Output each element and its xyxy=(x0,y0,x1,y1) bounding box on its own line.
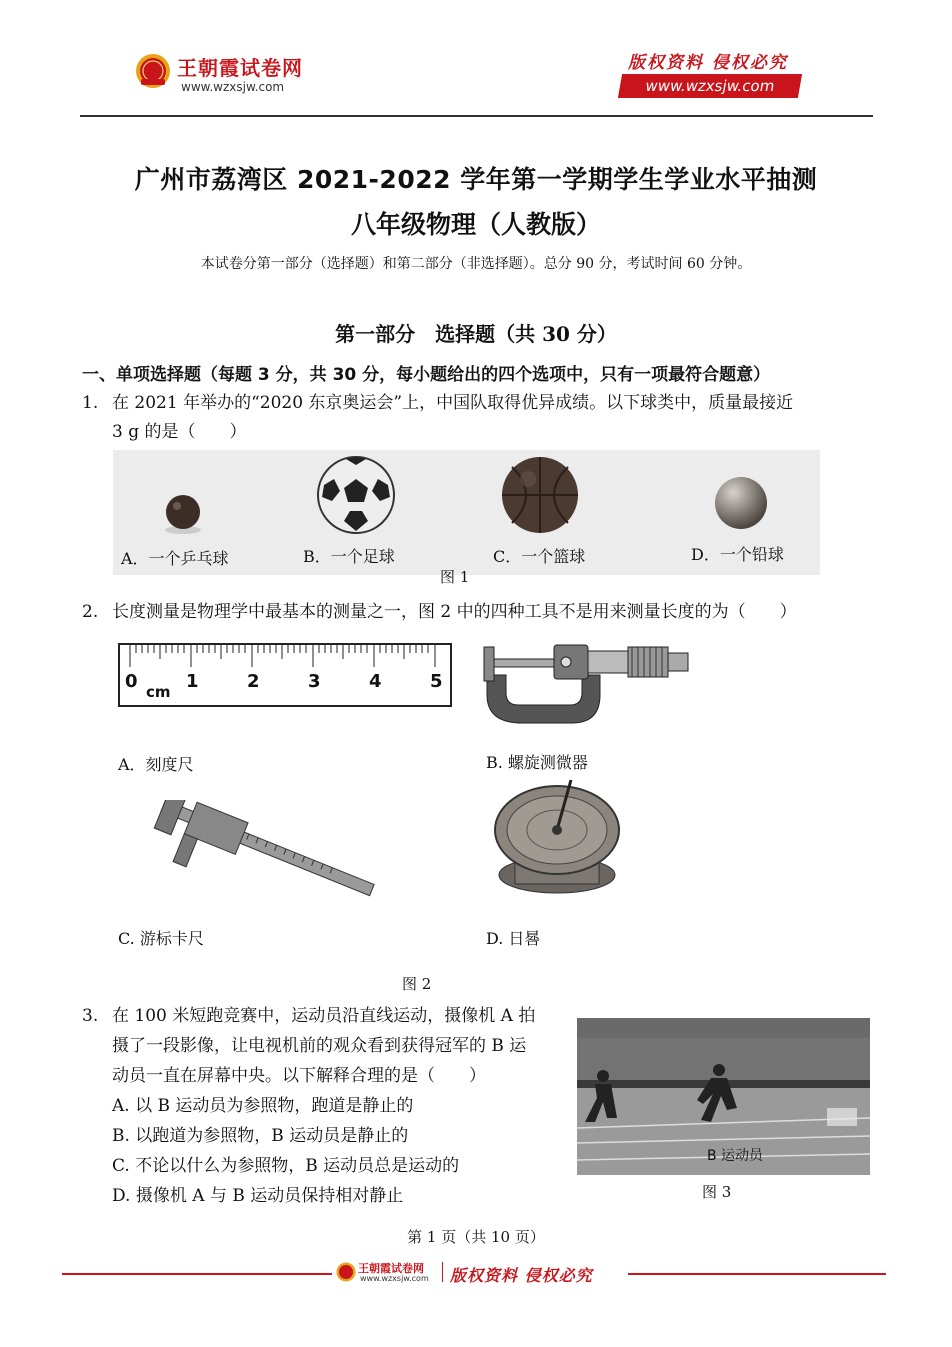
q2-number: 2. xyxy=(82,602,99,622)
exam-note: 本试卷分第一部分（选择题）和第二部分（非选择题）。总分 90 分，考试时间 60 分钟。 xyxy=(200,256,752,272)
q1-option-a[interactable]: A．一个乒乓球 xyxy=(121,549,229,568)
exam-subtitle: 八年级物理（人教版） xyxy=(350,210,601,239)
q3-option-c[interactable]: C. 不论以什么为参照物，B 运动员总是运动的 xyxy=(112,1156,460,1176)
q2-text: 长度测量是物理学中最基本的测量之一，图 2 中的四种工具不是用来测量长度的为（ ） xyxy=(112,602,797,622)
basketball-icon xyxy=(500,455,580,535)
ruler-unit: cm xyxy=(146,683,171,701)
shot-put-icon xyxy=(713,475,769,531)
q1-text-line2: 3 g 的是（ ） xyxy=(112,422,247,442)
ruler-tick-label: 2 xyxy=(247,671,260,692)
ruler-tick-label: 1 xyxy=(186,671,199,692)
figure-3-photo xyxy=(577,1018,870,1175)
q3-option-b[interactable]: B. 以跑道为参照物，B 运动员是静止的 xyxy=(112,1126,409,1146)
q2-option-c[interactable]: C. 游标卡尺 xyxy=(118,929,204,948)
q2-option-b[interactable]: B. 螺旋测微器 xyxy=(486,753,588,772)
q1-option-c[interactable]: C．一个篮球 xyxy=(493,547,586,566)
ruler-image xyxy=(118,643,452,707)
soccer-ball-icon xyxy=(316,455,396,535)
footer-line-right xyxy=(628,1273,886,1275)
part-heading: 第一部分 选择题（共 30 分） xyxy=(335,322,617,346)
footer-logo-url: www.wzxsjw.com xyxy=(360,1274,429,1283)
q3-option-a[interactable]: A. 以 B 运动员为参照物，跑道是静止的 xyxy=(112,1096,414,1116)
exam-title: 广州市荔湾区 2021-2022 学年第一学期学生学业水平抽测 xyxy=(134,165,818,194)
q1-option-d[interactable]: D．一个铅球 xyxy=(691,545,784,564)
q1-text-line1: 在 2021 年举办的“2020 东京奥运会”上，中国队取得优异成绩。以下球类中，质量最接近 xyxy=(112,393,794,413)
header-divider xyxy=(80,115,873,117)
photo-label-b-runner: B 运动员 xyxy=(707,1148,764,1164)
figure-2-caption: 图 2 xyxy=(402,975,432,993)
logo-name: 王朝霞试卷网 xyxy=(177,56,303,80)
sundial-icon xyxy=(485,775,635,905)
figure-1-caption: 图 1 xyxy=(440,568,470,586)
q2-option-d[interactable]: D. 日晷 xyxy=(486,929,541,948)
section-heading: 一、单项选择题（每题 3 分，共 30 分，每小题给出的四个选项中，只有一项最符合题意） xyxy=(82,365,771,385)
ruler-tick-label: 4 xyxy=(369,671,382,692)
ruler-tick-label: 3 xyxy=(308,671,321,692)
ruler-tick-label: 0 xyxy=(125,671,138,692)
q3-text-line2: 摄了一段影像，让电视机前的观众看到获得冠军的 B 运 xyxy=(112,1036,527,1056)
rights-text: 版权资料 侵权必究 xyxy=(628,53,788,73)
figure-2 xyxy=(110,635,690,998)
q3-text-line3: 动员一直在屏幕中央。以下解释合理的是（ ） xyxy=(112,1066,486,1086)
figure-3-caption: 图 3 xyxy=(702,1183,732,1201)
brand-badge-icon xyxy=(135,53,171,89)
q1-number: 1. xyxy=(82,393,99,413)
ping-pong-ball-icon xyxy=(163,490,203,535)
rights-url-banner[interactable]: www.wzxsjw.com xyxy=(618,74,802,98)
footer-line-left xyxy=(62,1273,332,1275)
q1-option-b[interactable]: B．一个足球 xyxy=(303,547,395,566)
footer-rights: 版权资料 侵权必究 xyxy=(450,1266,593,1285)
footer-separator xyxy=(442,1262,443,1282)
figure-1 xyxy=(113,450,820,575)
page-number: 第 1 页（共 10 页） xyxy=(407,1228,545,1246)
footer-logo-name: 王朝霞试卷网 xyxy=(358,1262,424,1275)
q3-text-line1: 在 100 米短跑竞赛中，运动员沿直线运动，摄像机 A 拍 xyxy=(112,1006,536,1026)
q2-option-a[interactable]: A．刻度尺 xyxy=(118,755,194,774)
q3-option-d[interactable]: D. 摄像机 A 与 B 运动员保持相对静止 xyxy=(112,1186,404,1206)
vernier-caliper-icon xyxy=(140,800,380,920)
footer-badge-icon xyxy=(336,1262,356,1282)
ruler-tick-label: 5 xyxy=(430,671,443,692)
q3-number: 3. xyxy=(82,1006,99,1026)
micrometer-icon xyxy=(482,635,692,727)
footer-logo[interactable] xyxy=(336,1258,626,1288)
logo-url: www.wzxsjw.com xyxy=(181,80,285,94)
header-logo[interactable] xyxy=(135,50,335,100)
